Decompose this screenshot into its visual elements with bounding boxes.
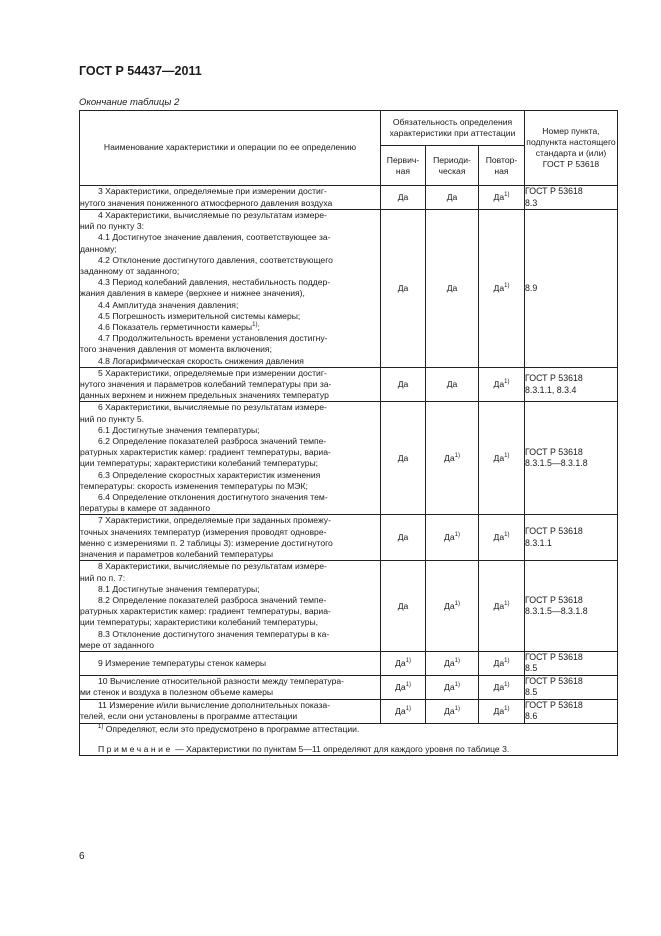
footnote-ref: 1): [454, 681, 460, 688]
row-reference: [525, 367, 618, 402]
row-reference: [525, 651, 618, 675]
footnote-ref: 1): [504, 681, 510, 688]
characteristic-line: 6 Характеристики, вычисляемые по результатам измере-: [98, 402, 327, 413]
characteristic-line: данных верхнем и нижнем предельных значениях температур: [80, 390, 329, 401]
characteristic-line: 4.7 Продолжительность времени установления достигну-: [98, 333, 328, 344]
characteristic-line: температуры: скорость изменения температуры по МЭК;: [80, 480, 308, 491]
value-text: Да: [397, 191, 409, 202]
row-primary-value: [381, 675, 426, 699]
value-text: Да: [493, 452, 505, 463]
characteristic-line: пературы в камере от заданного: [80, 503, 211, 514]
characteristic-line: 8.2 Определение показателей разброса значений темпе-: [98, 594, 327, 605]
table-row: [80, 651, 618, 675]
row-repeat-value: [479, 186, 525, 210]
value-text: Да: [395, 705, 406, 716]
value-text: Да: [397, 600, 409, 611]
characteristic-line: ратурных характеристик камер: градиент температуры, вариа-: [80, 606, 331, 617]
row-reference: [525, 515, 618, 561]
reference-line: 8.3.1.5—8.3.1.8: [525, 606, 588, 617]
row-primary-value: [381, 210, 426, 368]
reference-line: ГОСТ Р 53618: [525, 699, 583, 710]
row-primary-value: [381, 515, 426, 561]
characteristic-line: 6.3 Определение скоростных характеристик изменения: [98, 469, 321, 480]
value-text: Да: [444, 452, 455, 463]
footnote-ref: 1): [454, 452, 460, 459]
characteristic-line: ции температуры; характеристики колебаний температуры,: [80, 617, 319, 628]
value-text: Да: [444, 657, 455, 668]
page-number: 6: [79, 851, 85, 862]
row-repeat-value: [479, 210, 525, 368]
reference-line: 8.5: [525, 663, 538, 674]
row-reference: [525, 675, 618, 699]
row-periodic-value: [426, 515, 479, 561]
row-reference: [525, 186, 618, 210]
characteristic-line: 4.3 Период колебаний давления, нестабильность поддер-: [98, 277, 331, 288]
characteristic-line: 3 Характеристики, определяемые при измерении достиг-: [98, 186, 327, 197]
reference-line: 8.6: [525, 711, 538, 722]
value-text: Да: [397, 282, 409, 293]
characteristic-line: 4.1 Достигнутое значение давления, соответствующее за-: [98, 232, 331, 243]
row-periodic-value: [426, 675, 479, 699]
reference-line: 8.3.1.1, 8.3.4: [525, 384, 577, 395]
reference-line: ГОСТ Р 53618: [525, 446, 583, 457]
row-periodic-value: [426, 186, 479, 210]
footnote-ref: 1): [504, 600, 510, 607]
footnote-ref: 1): [405, 681, 411, 688]
row-repeat-value: [479, 515, 525, 561]
characteristic-line: 9 Измерение температуры стенок камеры: [98, 657, 267, 668]
table-row: [80, 402, 618, 515]
row-primary-value: [381, 186, 426, 210]
row-characteristic: [80, 515, 381, 561]
row-repeat-value: [479, 402, 525, 515]
characteristic-line: ний по п. 7:: [80, 572, 126, 583]
reference-line: ГОСТ Р 53618: [525, 526, 583, 537]
reference-line: ГОСТ Р 53618: [525, 186, 583, 196]
row-primary-value: [381, 367, 426, 402]
footnote-ref: 1): [504, 705, 510, 712]
row-periodic-value: [426, 402, 479, 515]
row-characteristic: [80, 186, 381, 210]
column-header-periodic: Периоди- ческая: [426, 146, 479, 186]
row-periodic-value: [426, 367, 479, 402]
column-header-requirement: Обязательность определения характеристики при аттестации: [381, 111, 525, 146]
footnote-ref: 1): [252, 322, 258, 329]
row-characteristic: [80, 699, 381, 723]
footnote-ref: 1): [454, 532, 460, 539]
row-characteristic: [80, 561, 381, 652]
characteristic-line: 4.2 Отклонение достигнутого давления, соответствующего: [98, 254, 333, 265]
reference-line: 8.3.1.5—8.3.1.8: [525, 458, 588, 469]
value-text: Да: [446, 191, 458, 202]
footnote-ref: 1): [454, 657, 460, 664]
table-caption: Окончание таблицы 2: [79, 97, 180, 108]
reference-line: 8.5: [525, 687, 538, 698]
value-text: Да: [493, 532, 505, 543]
row-periodic-value: [426, 651, 479, 675]
value-text: Да: [493, 600, 505, 611]
characteristic-line: телей, если они установлены в программе аттестации: [80, 711, 298, 722]
characteristic-line: 4.8 Логарифмическая скорость снижения давления: [98, 355, 304, 366]
footnote-ref: 1): [405, 705, 411, 712]
value-text: Да: [493, 191, 505, 202]
footnote-ref: 1): [504, 657, 510, 664]
characteristic-line: нутого значения и параметров колебаний температуры при за-: [80, 379, 332, 390]
characteristic-line: 4 Характеристики, вычисляемые по результатам измере-: [98, 210, 327, 220]
characteristic-line-text: 4.6 Показатель герметичности камеры: [98, 322, 253, 333]
table-row: [80, 210, 618, 368]
characteristic-line: 4.5 Погрешность измерительной системы камеры;: [98, 310, 301, 321]
characteristic-line: [80, 322, 380, 333]
reference-line: ГОСТ Р 53618: [525, 373, 583, 384]
characteristic-line: 11 Измерение и/или вычисление дополнительных показа-: [98, 700, 331, 711]
value-text: Да: [397, 379, 409, 390]
row-periodic-value: [426, 561, 479, 652]
characteristic-line: значения и параметров колебаний температуры: [80, 549, 274, 560]
row-characteristic: [80, 402, 381, 515]
column-header-name: Наименование характеристики и операции по ее определению: [80, 111, 381, 186]
characteristic-line: мере от заданного: [80, 639, 155, 650]
row-reference: [525, 402, 618, 515]
value-text: Да: [493, 379, 505, 390]
row-reference: [525, 561, 618, 652]
row-reference: [525, 699, 618, 723]
table-row: [80, 186, 618, 210]
characteristic-line: 7 Характеристики, определяемые при заданных промежу-: [98, 515, 331, 526]
line-suffix: ;: [257, 322, 260, 333]
reference-line: 8.9: [525, 282, 538, 293]
characteristic-line: данному;: [80, 243, 117, 254]
row-reference: [525, 210, 618, 368]
characteristics-table: [79, 110, 618, 756]
document-header: ГОСТ Р 54437—2011: [79, 64, 202, 78]
footnote-ref: 1): [405, 657, 411, 664]
characteristic-line: заданному от заданного;: [80, 266, 180, 277]
reference-line: ГОСТ Р 53618: [525, 594, 583, 605]
table-row: [80, 699, 618, 723]
characteristic-line: жания давления в камере (верхнее и нижнее значения),: [80, 288, 305, 299]
footnote-ref: 1): [454, 600, 460, 607]
value-text: Да: [444, 681, 455, 692]
row-primary-value: [381, 561, 426, 652]
characteristic-line: ми стенок и воздуха в полезном объеме камеры: [80, 687, 274, 698]
characteristic-line: 6.1 Достигнутые значения температуры;: [98, 424, 260, 435]
row-periodic-value: [426, 210, 479, 368]
characteristic-line: 6.2 Определение показателей разброса значений темпе-: [98, 436, 327, 447]
reference-line: 8.3: [525, 197, 538, 208]
value-text: Да: [446, 379, 458, 390]
value-text: Да: [397, 532, 409, 543]
value-text: Да: [493, 282, 505, 293]
characteristic-line: 8 Характеристики, вычисляемые по результатам измере-: [98, 561, 327, 572]
table-row: [80, 367, 618, 402]
characteristic-line: 10 Вычисление относительной разности между температура-: [98, 676, 344, 687]
characteristic-line: точных значениях температур (измерения проводят одновре-: [80, 526, 327, 537]
footnote-ref: 1): [504, 532, 510, 539]
characteristic-line: ции температуры; характеристики колебаний температуры;: [80, 458, 319, 469]
column-header-primary: Первич- ная: [381, 146, 426, 186]
row-characteristic: [80, 651, 381, 675]
characteristic-line: 8.1 Достигнутые значения температуры;: [98, 583, 260, 594]
row-characteristic: [80, 367, 381, 402]
characteristic-line: 6.4 Определение отклонения достигнутого значения тем-: [98, 492, 328, 503]
characteristic-line: 5 Характеристики, определяемые при измерении достиг-: [98, 367, 327, 378]
reference-line: 8.3.1.1: [525, 537, 552, 548]
row-primary-value: [381, 402, 426, 515]
row-repeat-value: [479, 561, 525, 652]
row-repeat-value: [479, 699, 525, 723]
characteristic-line: ратурных характеристик камер: градиент температуры, вариа-: [80, 447, 331, 458]
value-text: Да: [493, 681, 505, 692]
reference-line: ГОСТ Р 53618: [525, 651, 583, 662]
footnote-ref: 1): [504, 379, 510, 386]
row-repeat-value: [479, 367, 525, 402]
row-periodic-value: [426, 699, 479, 723]
value-text: Да: [395, 681, 406, 692]
row-repeat-value: [479, 651, 525, 675]
value-text: Да: [446, 282, 458, 293]
characteristic-line: нутого значения пониженного атмосферного давления воздуха: [80, 197, 333, 208]
value-text: Да: [444, 600, 455, 611]
row-primary-value: [381, 699, 426, 723]
value-text: Да: [444, 705, 455, 716]
value-text: Да: [395, 657, 406, 668]
table-row: [80, 675, 618, 699]
table-footer: [80, 723, 618, 755]
characteristic-line: менно с измерениями п. 2 таблицы 3): измерение достигнутого: [80, 537, 333, 548]
characteristic-line: 8.3 Отклонение достигнутого значения температуры в ка-: [98, 628, 330, 639]
row-characteristic: [80, 675, 381, 699]
table-row: [80, 515, 618, 561]
value-text: Да: [493, 657, 505, 668]
column-header-repeat: Повтор- ная: [479, 146, 525, 186]
column-header-reference: Номер пункта, подпункта настоящего стандарта и (или) ГОСТ Р 53618: [525, 111, 618, 186]
characteristic-line: ний по пункту 5.: [80, 413, 144, 424]
row-primary-value: [381, 651, 426, 675]
value-text: Да: [444, 532, 455, 543]
value-text: Да: [493, 705, 505, 716]
row-characteristic: [80, 210, 381, 368]
characteristic-line: того значения давления от момента включения;: [80, 344, 272, 355]
footnote-ref: 1): [504, 282, 510, 289]
table-note: Примечание — Характеристики по пунктам 5—11 определяют для каждого уровня по таблице 3.: [98, 744, 510, 755]
footnote-ref: 1): [504, 191, 510, 198]
characteristic-line: 4.4 Амплитуда значения давления;: [98, 299, 239, 310]
row-repeat-value: [479, 675, 525, 699]
table-row: [80, 561, 618, 652]
value-text: Да: [397, 452, 409, 463]
footnote-ref: 1): [504, 452, 510, 459]
reference-line: ГОСТ Р 53618: [525, 675, 583, 686]
footnote-ref: 1): [454, 705, 460, 712]
characteristic-line: ний по пункту 3:: [80, 221, 144, 232]
footnote: $^{1)}$ Определяют, если это предусмотрено в программе аттестации.: [98, 723, 360, 734]
